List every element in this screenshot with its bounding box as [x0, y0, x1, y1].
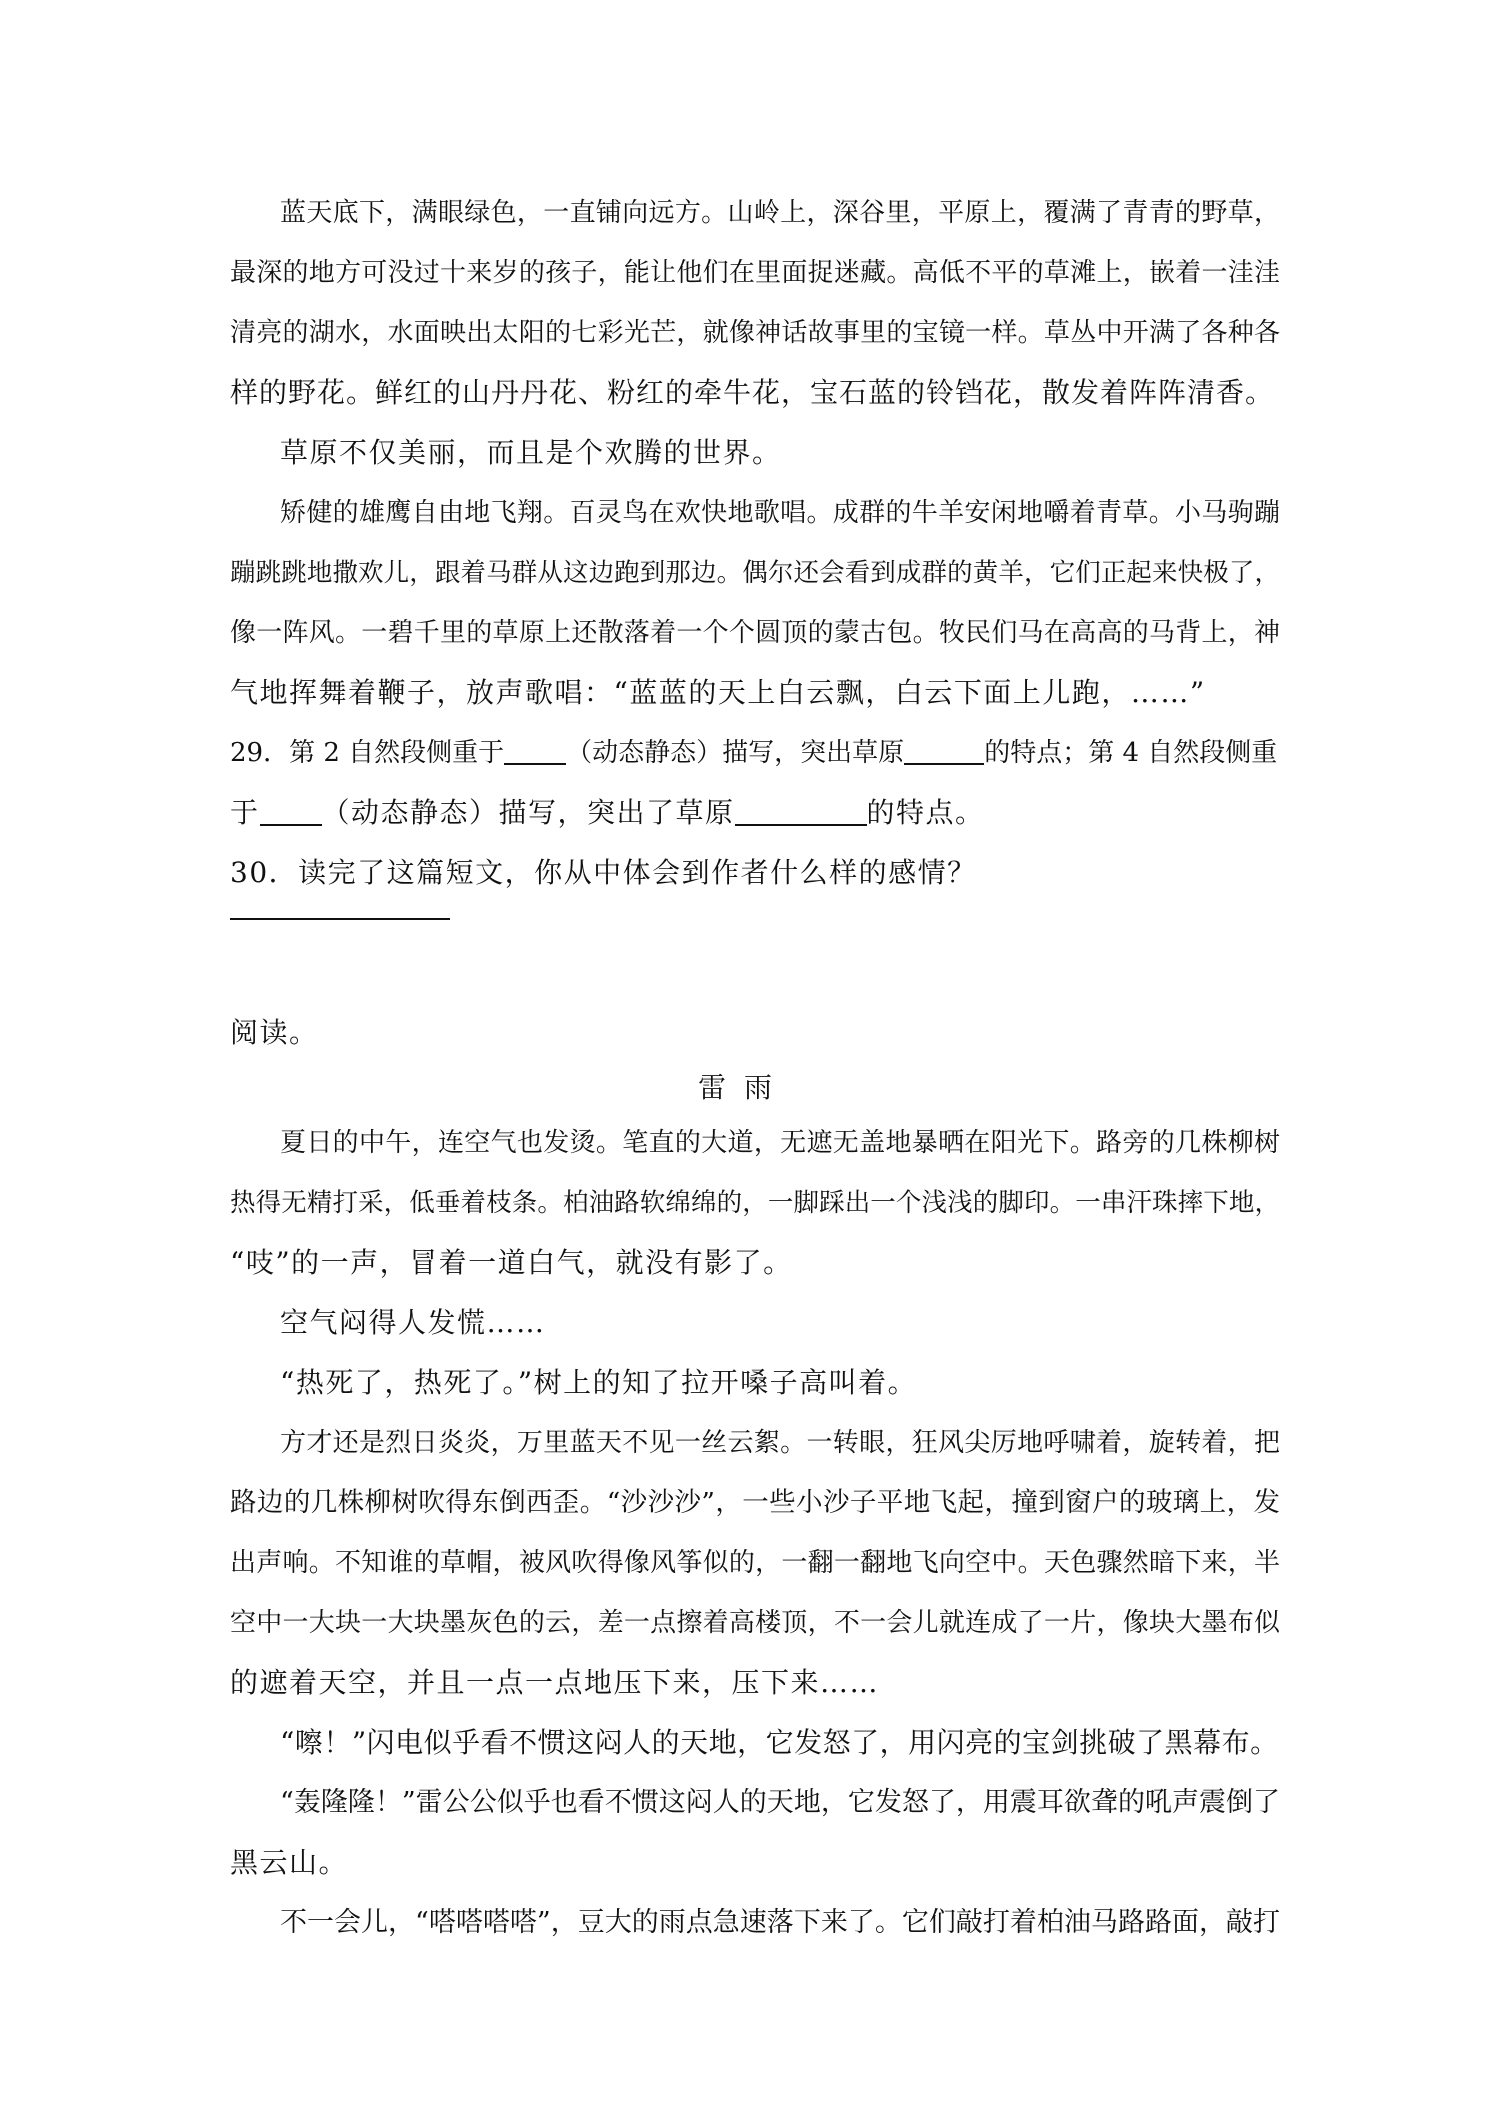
text-line: 样的野花。鲜红的山丹丹花、粉红的牵牛花，宝石蓝的铃铛花，散发着阵阵清香。: [230, 376, 1275, 409]
text-line: 不一会儿，“嗒嗒嗒嗒”，豆大的雨点急速落下来了。它们敲打着柏油马路路面，敲打: [280, 1907, 1280, 1938]
answer-line[interactable]: [230, 918, 450, 920]
text-line: 夏日的中午，连空气也发烫。笔直的大道，无遮无盖地暴晒在阳光下。路旁的几株柳树: [280, 1128, 1280, 1158]
question-text: 第 2 自然段侧重于: [289, 738, 505, 768]
text-line: 路边的几株柳树吹得东倒西歪。“沙沙沙”，一些小沙子平地飞起，撞到窗户的玻璃上，发: [230, 1487, 1280, 1518]
text-line: “吱”的一声，冒着一道白气，就没有影了。: [230, 1246, 793, 1279]
answer-blank[interactable]: [904, 733, 984, 765]
question-text: （动态静态）描写，突出了草原: [321, 796, 735, 829]
text-line: 蓝天底下，满眼绿色，一直铺向远方。山岭上，深谷里，平原上，覆满了青青的野草，: [280, 198, 1280, 228]
passage-title: 雷雨: [697, 1071, 790, 1104]
text-line: 空中一大块一大块墨灰色的云，差一点擦着高楼顶，不一会儿就连成了一片，像块大墨布似: [230, 1608, 1280, 1638]
question-text: 的特点。: [866, 796, 985, 829]
text-line: “轰隆隆！”雷公公似乎也看不惯这闷人的天地，它发怒了，用震耳欲聋的吼声震倒了: [280, 1787, 1280, 1818]
text-line: 像一阵风。一碧千里的草原上还散落着一个个圆顶的蒙古包。牧民们马在高高的马背上，神: [230, 618, 1280, 648]
question-number: 29．: [230, 738, 290, 768]
section-label: 阅读。: [230, 1016, 319, 1049]
question-text: （动态静态）描写，突出草原: [566, 738, 905, 768]
question-text: 的特点；第 4 自然段侧重: [984, 738, 1278, 768]
text-line: 黑云山。: [230, 1846, 349, 1879]
text-line: 热得无精打采，低垂着枝条。柏油路软绵绵的，一脚踩出一个浅浅的脚印。一串汗珠摔下地，: [230, 1188, 1280, 1218]
text-line: “热死了，热死了。”树上的知了拉开嗓子高叫着。: [280, 1366, 918, 1399]
question-30: [230, 851, 1280, 895]
answer-blank[interactable]: [504, 733, 566, 765]
text-line: 气地挥舞着鞭子，放声歌唱：“蓝蓝的天上白云飘，白云下面上儿跑，……”: [230, 676, 1206, 709]
text-line: “嚓！”闪电似乎看不惯这闷人的天地，它发怒了，用闪亮的宝剑挑破了黑幕布。: [280, 1726, 1279, 1759]
answer-blank[interactable]: [260, 794, 322, 826]
text-line: 的遮着天空，并且一点一点地压下来，压下来……: [230, 1666, 880, 1699]
question-text: 读完了这篇短文，你从中体会到作者什么样的感情？: [298, 856, 977, 889]
text-line: 最深的地方可没过十来岁的孩子，能让他们在里面捉迷藏。高低不平的草滩上，嵌着一洼洼: [230, 258, 1280, 288]
text-line: 清亮的湖水，水面映出太阳的七彩光芒，就像神话故事里的宝镜一样。草丛中开满了各种各: [230, 318, 1280, 348]
text-line: 空气闷得人发慌……: [280, 1306, 546, 1339]
text-line: 矫健的雄鹰自由地飞翔。百灵鸟在欢快地歌唱。成群的牛羊安闲地嚼着青草。小马驹蹦: [280, 498, 1280, 528]
question-29-line-1: [230, 731, 1280, 775]
text-line: 方才还是烈日炎炎，万里蓝天不见一丝云絮。一转眼，狂风尖厉地呼啸着，旋转着，把: [280, 1428, 1280, 1458]
question-text: 于: [230, 796, 260, 829]
answer-blank[interactable]: [735, 794, 867, 826]
text-line: 草原不仅美丽，而且是个欢腾的世界。: [280, 436, 782, 469]
question-29-line-2: [230, 791, 1280, 835]
question-number: 30．: [230, 856, 299, 889]
text-line: 出声响。不知谁的草帽，被风吹得像风筝似的，一翻一翻地飞向空中。天色骤然暗下来，半: [230, 1548, 1280, 1578]
text-line: 蹦跳跳地撒欢儿，跟着马群从这边跑到那边。偶尔还会看到成群的黄羊，它们正起来快极了，: [230, 558, 1280, 588]
